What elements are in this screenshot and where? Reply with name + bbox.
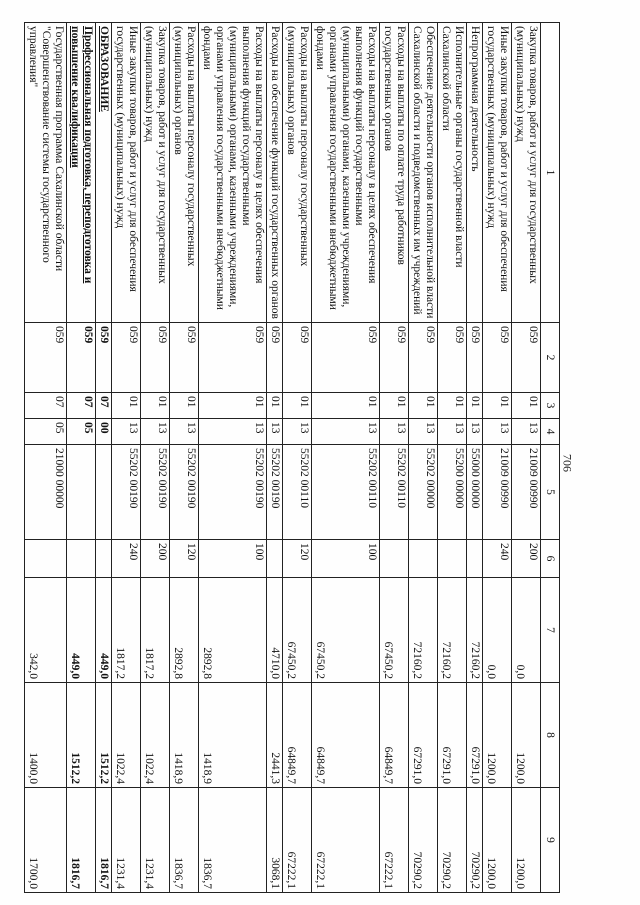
row-subsection-cell: 13 (409, 419, 438, 445)
row-code-cell: 059 (467, 323, 483, 393)
row-amount-col9-cell: 70290,2 (438, 788, 467, 893)
row-target-article-cell: 55202 00110 (312, 445, 380, 540)
row-amount-col7-cell: 0,0 (512, 578, 541, 683)
row-subsection-cell: 05 (67, 419, 96, 445)
row-amount-col7-cell: 2892,8 (199, 578, 267, 683)
row-expense-type-cell (267, 540, 283, 578)
header-cell: 7 (541, 578, 560, 683)
row-code-cell: 059 (25, 323, 67, 393)
row-section-cell: 01 (112, 393, 141, 419)
row-subsection-cell: 13 (267, 419, 283, 445)
row-target-article-cell (96, 445, 112, 540)
row-name-cell: Профессиональная подготовка, переподготовка и повышение квалификации (67, 23, 96, 323)
row-expense-type-cell: 240 (112, 540, 141, 578)
row-expense-type-cell: 120 (170, 540, 199, 578)
row-amount-col7-cell: 67450,2 (312, 578, 380, 683)
row-subsection-cell: 00 (96, 419, 112, 445)
row-amount-col7-cell: 2892,8 (170, 578, 199, 683)
row-section-cell: 01 (512, 393, 541, 419)
row-section-cell: 01 (312, 393, 380, 419)
table-body (25, 23, 541, 893)
row-amount-col9-cell: 3068,1 (267, 788, 283, 893)
table-row (283, 23, 312, 893)
row-amount-col8-cell: 67291,0 (438, 683, 467, 788)
table-row (438, 23, 467, 893)
header-cell: 5 (541, 445, 560, 540)
row-code-cell: 059 (199, 323, 267, 393)
row-amount-col9-cell: 1231,4 (141, 788, 170, 893)
header-cell: 8 (541, 683, 560, 788)
row-name-cell: Расходы на обеспечение функций государственных органов (267, 23, 283, 323)
row-expense-type-cell: 200 (512, 540, 541, 578)
row-code-cell: 059 (283, 323, 312, 393)
row-target-article-cell: 55000 00000 (467, 445, 483, 540)
row-amount-col9-cell: 1231,4 (112, 788, 141, 893)
row-subsection-cell: 13 (112, 419, 141, 445)
row-amount-col7-cell: 4710,0 (267, 578, 283, 683)
row-expense-type-cell (467, 540, 483, 578)
row-name-cell: Расходы на выплаты персоналу государственных (муниципальных) органов (170, 23, 199, 323)
row-amount-col8-cell: 1418,9 (170, 683, 199, 788)
row-section-cell: 07 (67, 393, 96, 419)
row-section-cell: 01 (380, 393, 409, 419)
row-amount-col8-cell: 67291,0 (467, 683, 483, 788)
row-target-article-cell: 55202 00190 (267, 445, 283, 540)
row-amount-col7-cell: 72160,2 (438, 578, 467, 683)
row-expense-type-cell (438, 540, 467, 578)
row-code-cell: 059 (267, 323, 283, 393)
row-subsection-cell: 13 (512, 419, 541, 445)
row-code-cell: 059 (141, 323, 170, 393)
row-section-cell: 01 (141, 393, 170, 419)
table-row (67, 23, 96, 893)
row-code-cell: 059 (96, 323, 112, 393)
row-expense-type-cell (409, 540, 438, 578)
row-amount-col8-cell: 64849,7 (380, 683, 409, 788)
row-target-article-cell: 21009 00990 (512, 445, 541, 540)
row-amount-col9-cell: 1836,7 (170, 788, 199, 893)
row-expense-type-cell: 120 (283, 540, 312, 578)
row-expense-type-cell (25, 540, 67, 578)
row-amount-col8-cell: 67291,0 (409, 683, 438, 788)
row-expense-type-cell: 240 (483, 540, 512, 578)
row-amount-col7-cell: 72160,2 (467, 578, 483, 683)
row-amount-col7-cell: 67450,2 (380, 578, 409, 683)
row-amount-col9-cell: 67222,1 (380, 788, 409, 893)
row-section-cell: 01 (199, 393, 267, 419)
row-amount-col7-cell: 0,0 (483, 578, 512, 683)
row-expense-type-cell (380, 540, 409, 578)
table-row (199, 23, 267, 893)
row-name-cell: Иные закупки товаров, работ и услуг для обеспечения государственных (муниципальных) нужд (483, 23, 512, 323)
table-row (409, 23, 438, 893)
table-row (267, 23, 283, 893)
row-name-cell: Непрограммная деятельность (467, 23, 483, 323)
row-amount-col9-cell: 1200,0 (483, 788, 512, 893)
row-amount-col9-cell: 70290,2 (409, 788, 438, 893)
row-section-cell: 01 (409, 393, 438, 419)
table-row (96, 23, 112, 893)
row-subsection-cell: 13 (283, 419, 312, 445)
page-number: 706 (560, 454, 575, 472)
row-amount-col8-cell: 1512,2 (67, 683, 96, 788)
row-amount-col8-cell: 1400,0 (25, 683, 67, 788)
row-amount-col7-cell: 449,0 (96, 578, 112, 683)
row-target-article-cell: 55202 00000 (409, 445, 438, 540)
row-amount-col7-cell: 72160,2 (409, 578, 438, 683)
row-amount-col7-cell: 342,0 (25, 578, 67, 683)
row-name-cell: Расходы на выплаты по оплате труда работников государственных органов (380, 23, 409, 323)
row-name-cell: ОБРАЗОВАНИЕ (96, 23, 112, 323)
row-amount-col9-cell: 1836,7 (199, 788, 267, 893)
row-amount-col7-cell: 67450,2 (283, 578, 312, 683)
row-subsection-cell: 13 (467, 419, 483, 445)
row-code-cell: 059 (170, 323, 199, 393)
header-cell: 1 (541, 23, 560, 323)
row-name-cell: Расходы на выплаты персоналу государственных (муниципальных) органов (283, 23, 312, 323)
row-section-cell: 01 (438, 393, 467, 419)
row-target-article-cell: 21009 00990 (483, 445, 512, 540)
row-name-cell: Закупка товаров, работ и услуг для государственных (муниципальных) нужд (512, 23, 541, 323)
row-subsection-cell: 05 (25, 419, 67, 445)
row-section-cell: 01 (483, 393, 512, 419)
row-subsection-cell: 13 (380, 419, 409, 445)
row-code-cell: 059 (67, 323, 96, 393)
row-amount-col7-cell: 449,0 (67, 578, 96, 683)
row-amount-col8-cell: 2441,3 (267, 683, 283, 788)
row-name-cell: Расходы на выплаты персоналу в целях обеспечения выполнения функций государственными (муниципальными) органами, казенными учреждениями, органами управления государственными внебюджетными фондами (312, 23, 380, 323)
row-section-cell: 01 (467, 393, 483, 419)
row-amount-col9-cell: 70290,2 (467, 788, 483, 893)
row-target-article-cell: 55202 00110 (283, 445, 312, 540)
table-row (312, 23, 380, 893)
row-subsection-cell: 13 (312, 419, 380, 445)
row-subsection-cell: 13 (438, 419, 467, 445)
row-section-cell: 07 (96, 393, 112, 419)
row-expense-type-cell (96, 540, 112, 578)
row-subsection-cell: 13 (483, 419, 512, 445)
row-expense-type-cell: 100 (312, 540, 380, 578)
row-amount-col8-cell: 1022,4 (141, 683, 170, 788)
table-row (25, 23, 67, 893)
header-cell: 6 (541, 540, 560, 578)
row-amount-col9-cell: 1816,7 (67, 788, 96, 893)
row-amount-col8-cell: 1022,4 (112, 683, 141, 788)
table-row (467, 23, 483, 893)
row-section-cell: 07 (25, 393, 67, 419)
header-cell: 4 (541, 419, 560, 445)
row-amount-col8-cell: 64849,7 (283, 683, 312, 788)
row-amount-col8-cell: 1200,0 (483, 683, 512, 788)
table-header-row (541, 23, 560, 893)
row-amount-col7-cell: 1817,2 (112, 578, 141, 683)
row-amount-col8-cell: 1200,0 (512, 683, 541, 788)
row-section-cell: 01 (267, 393, 283, 419)
row-name-cell: Расходы на выплаты персоналу в целях обеспечения выполнения функций государственными (муниципальными) органами, казенными учреждениями, органами управления государственными внебюджетными фондами (199, 23, 267, 323)
row-amount-col8-cell: 64849,7 (312, 683, 380, 788)
row-amount-col9-cell: 67222,1 (312, 788, 380, 893)
row-expense-type-cell: 100 (199, 540, 267, 578)
row-target-article-cell (67, 445, 96, 540)
header-cell: 9 (541, 788, 560, 893)
row-name-cell: Иные закупки товаров, работ и услуг для обеспечения государственных (муниципальных) нужд (112, 23, 141, 323)
row-amount-col8-cell: 1512,2 (96, 683, 112, 788)
row-section-cell: 01 (283, 393, 312, 419)
row-amount-col9-cell: 67222,1 (283, 788, 312, 893)
row-code-cell: 059 (409, 323, 438, 393)
row-code-cell: 059 (112, 323, 141, 393)
row-target-article-cell: 55202 00190 (112, 445, 141, 540)
row-name-cell: Государственная программа Сахалинской области "Совершенствование системы государственного управления" (25, 23, 67, 323)
row-expense-type-cell: 200 (141, 540, 170, 578)
row-target-article-cell: 55202 00110 (380, 445, 409, 540)
row-amount-col9-cell: 1700,0 (25, 788, 67, 893)
table-row (141, 23, 170, 893)
row-code-cell: 059 (312, 323, 380, 393)
row-name-cell: Обеспечение деятельности органов исполнительной власти Сахалинской области и подведомственных им учреждений (409, 23, 438, 323)
row-name-cell: Исполнительные органы государственной власти Сахалинской области (438, 23, 467, 323)
table-row (380, 23, 409, 893)
budget-table (24, 22, 560, 893)
row-amount-col7-cell: 1817,2 (141, 578, 170, 683)
row-name-cell: Закупка товаров, работ и услуг для государственных (муниципальных) нужд (141, 23, 170, 323)
row-target-article-cell: 55202 00190 (170, 445, 199, 540)
row-code-cell: 059 (512, 323, 541, 393)
header-cell: 2 (541, 323, 560, 393)
row-amount-col9-cell: 1200,0 (512, 788, 541, 893)
row-expense-type-cell (67, 540, 96, 578)
row-subsection-cell: 13 (141, 419, 170, 445)
row-target-article-cell: 55202 00190 (199, 445, 267, 540)
row-target-article-cell: 55200 00000 (438, 445, 467, 540)
table-row (112, 23, 141, 893)
table-row (170, 23, 199, 893)
row-subsection-cell: 13 (199, 419, 267, 445)
row-code-cell: 059 (438, 323, 467, 393)
budget-table-rotated (27, 22, 560, 892)
row-code-cell: 059 (380, 323, 409, 393)
row-subsection-cell: 13 (170, 419, 199, 445)
row-section-cell: 01 (170, 393, 199, 419)
row-target-article-cell: 55202 00190 (141, 445, 170, 540)
row-amount-col8-cell: 1418,9 (199, 683, 267, 788)
row-amount-col9-cell: 1816,7 (96, 788, 112, 893)
table-row (483, 23, 512, 893)
row-target-article-cell: 21000 00000 (25, 445, 67, 540)
table-row (512, 23, 541, 893)
header-cell: 3 (541, 393, 560, 419)
row-code-cell: 059 (483, 323, 512, 393)
